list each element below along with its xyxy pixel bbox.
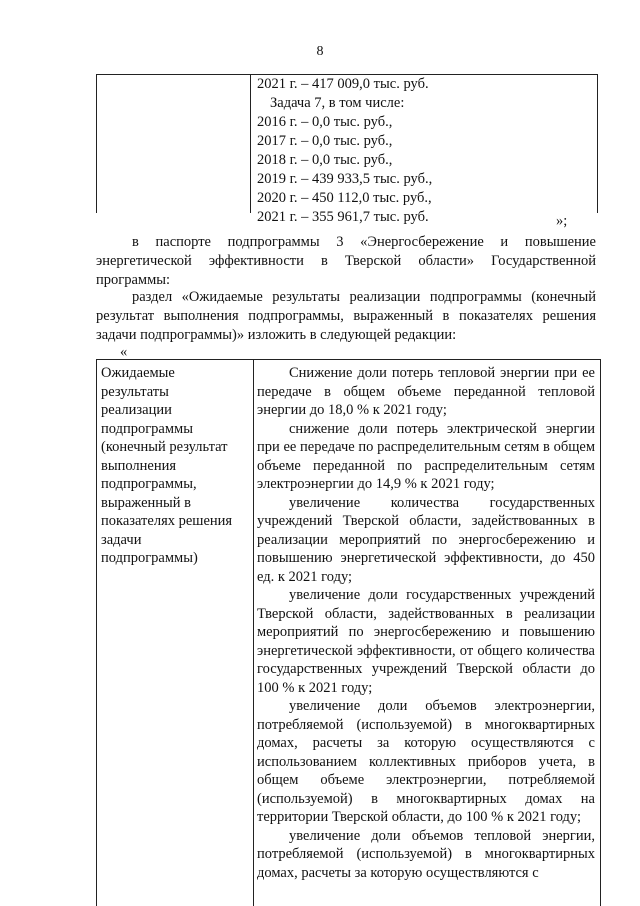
column-divider: [253, 360, 254, 906]
header-line: (конечный результат: [101, 439, 228, 455]
paragraph-section: [96, 288, 596, 345]
header-line: реализации: [101, 402, 172, 418]
header-line: выраженный в: [101, 494, 192, 511]
result-item: увеличение количества государственных учреждений Тверской области, задействованных в реализации мероприятий по энергосбережению и повышению энергетической эффективности, до 450 ед. к 2021 году;: [257, 494, 595, 585]
opening-quote: «: [120, 344, 128, 360]
results-cell: [257, 364, 595, 882]
funding-line: 2019 г. – 439 933,5 тыс. руб.,: [257, 171, 433, 187]
header-line: подпрограммы,: [101, 476, 197, 492]
result-item: Снижение доли потерь тепловой энергии при ее передаче в общем объеме переданной тепловой энергии до 18,0 % к 2021 году;: [257, 365, 595, 418]
header-line: Ожидаемые: [101, 365, 175, 381]
expected-results-table: [96, 359, 601, 906]
paragraph-passport: [96, 233, 596, 290]
header-line: выполнения: [101, 457, 177, 474]
header-line: показателях решения: [101, 513, 233, 529]
result-item: снижение доли потерь электрической энергии при ее передаче по распределительным сетям в общем объеме переданной по распределительным сетям электроэнергии до 14,9 % к 2021 году;: [257, 420, 595, 492]
paragraph-text: раздел «Ожидаемые результаты реализации подпрограммы (конечный результат выполнения подпрограммы, выраженный в показателях решения задачи подпрограммы)» изложить в следующей редакции:: [96, 289, 596, 343]
funding-cell: [257, 75, 592, 227]
funding-line: 2018 г. – 0,0 тыс. руб.,: [257, 152, 393, 168]
result-item: увеличение доли объемов тепловой энергии, потребляемой (используемой) в многоквартирных домах, расчеты за которую осуществляются с: [257, 827, 595, 881]
header-line: подпрограммы): [101, 550, 198, 566]
closing-quote: »;: [556, 213, 568, 229]
result-item: увеличение доли государственных учреждений Тверской области, задействованных в реализации мероприятий по энергосбережению и повышению энергетической эффективности, от общего количества государственных учреждений Тверской области до 100 % к 2021 году;: [257, 587, 595, 696]
header-line: подпрограммы: [101, 420, 193, 437]
header-line: результаты: [101, 383, 169, 400]
funding-line: 2020 г. – 450 112,0 тыс. руб.,: [257, 190, 432, 206]
funding-line: 2016 г. – 0,0 тыс. руб.,: [257, 114, 393, 130]
column-divider: [250, 75, 251, 213]
funding-line: 2021 г. – 417 009,0 тыс. руб.: [257, 76, 429, 92]
paragraph-text: в паспорте подпрограммы 3 «Энергосбережение и повышение энергетической эффективности в Тверской области» Государственной программы:: [96, 234, 596, 288]
page-number: 8: [316, 44, 324, 59]
header-line: задачи: [101, 531, 142, 548]
funding-table-continuation: [96, 74, 598, 225]
task-heading: Задача 7, в том числе:: [270, 95, 405, 111]
funding-line: 2017 г. – 0,0 тыс. руб.,: [257, 133, 393, 149]
result-item: увеличение доли объемов электроэнергии, потребляемой (используемой) в многоквартирных домах, расчеты за которую осуществляются с использованием коллективных приборов учета, в общем объеме электроэнергии, потребляемой (используемой) в многоквартирных домах на территории Тверской области, до 100 % к 2021 году;: [257, 698, 595, 825]
row-header-cell: [101, 364, 249, 568]
funding-line: 2021 г. – 355 961,7 тыс. руб.: [257, 209, 429, 225]
